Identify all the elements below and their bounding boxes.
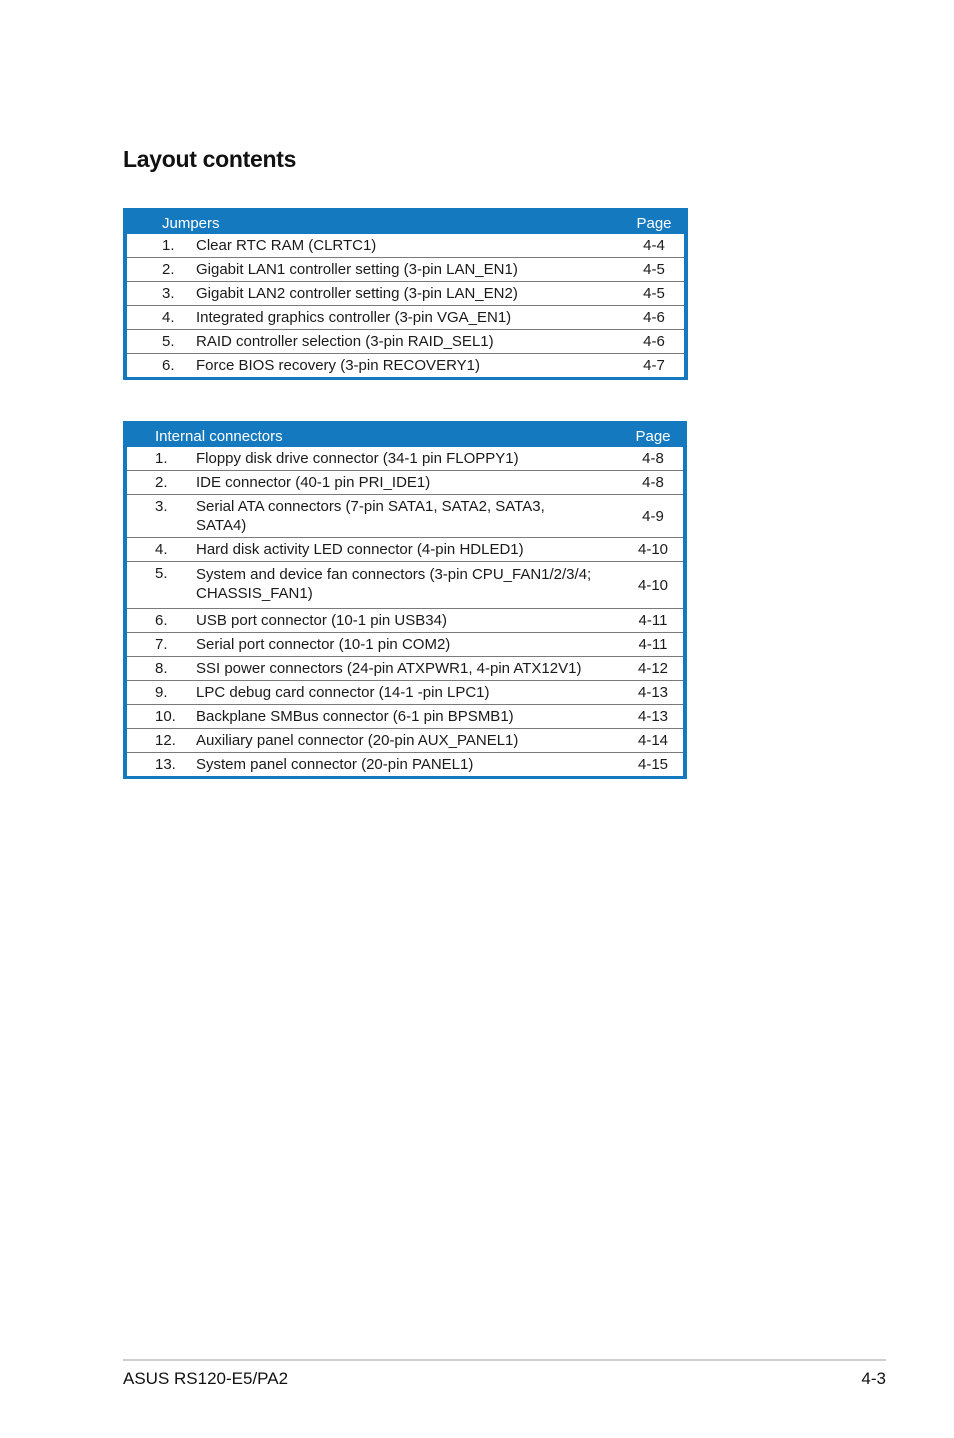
page-title: Layout contents bbox=[123, 146, 297, 172]
jumpers-table-body bbox=[127, 234, 684, 377]
row-item: RAID controller selection (3-pin RAID_SEL1) bbox=[196, 333, 494, 350]
row-page: 4-5 bbox=[643, 285, 665, 302]
row-number: 6. bbox=[162, 357, 175, 374]
row-page: 4-10 bbox=[637, 576, 669, 594]
table-row bbox=[127, 447, 683, 471]
row-item: IDE connector (40-1 pin PRI_IDE1) bbox=[196, 474, 431, 491]
row-page: 4-13 bbox=[637, 708, 669, 725]
row-number: 4. bbox=[155, 541, 168, 558]
jumpers-table-header bbox=[127, 208, 684, 234]
table-row bbox=[127, 306, 684, 330]
row-page: 4-8 bbox=[642, 474, 664, 491]
row-number: 1. bbox=[162, 237, 175, 254]
row-item: Gigabit LAN1 controller setting (3-pin LAN_EN1) bbox=[196, 261, 518, 278]
row-item bbox=[196, 562, 623, 603]
row-number: 10. bbox=[155, 708, 176, 725]
row-item: Auxiliary panel connector (20-pin AUX_PANEL1) bbox=[196, 732, 519, 749]
row-page: 4-15 bbox=[637, 756, 669, 773]
table-row bbox=[127, 258, 684, 282]
table-row bbox=[127, 753, 683, 776]
row-item-line: SATA4) bbox=[196, 517, 247, 534]
row-item: Clear RTC RAM (CLRTC1) bbox=[196, 237, 377, 254]
row-item: USB port connector (10-1 pin USB34) bbox=[196, 612, 447, 629]
row-number: 8. bbox=[155, 660, 168, 677]
row-page: 4-4 bbox=[643, 237, 665, 254]
row-page: 4-13 bbox=[637, 684, 669, 701]
table-row bbox=[127, 657, 683, 681]
connectors-table-header bbox=[127, 421, 683, 447]
row-number: 4. bbox=[162, 309, 175, 326]
row-item: LPC debug card connector (14-1 -pin LPC1) bbox=[196, 684, 490, 701]
row-item: Floppy disk drive connector (34-1 pin FLOPPY1) bbox=[196, 450, 519, 467]
row-page: 4-9 bbox=[642, 507, 664, 525]
table-row bbox=[127, 633, 683, 657]
footer-divider bbox=[123, 1359, 886, 1361]
row-page: 4-6 bbox=[643, 333, 665, 350]
table-row bbox=[127, 538, 683, 562]
row-number: 13. bbox=[155, 756, 176, 773]
table-row bbox=[127, 495, 683, 538]
table-row bbox=[127, 234, 684, 258]
row-item-line: CHASSIS_FAN1) bbox=[196, 585, 313, 602]
row-number: 6. bbox=[155, 612, 168, 629]
row-number: 2. bbox=[162, 261, 175, 278]
row-item-line: System and device fan connectors (3-pin CPU_FAN1/2/3/4; bbox=[196, 566, 592, 583]
row-item: Serial port connector (10-1 pin COM2) bbox=[196, 636, 451, 653]
row-page: 4-10 bbox=[637, 541, 669, 558]
row-page: 4-14 bbox=[637, 732, 669, 749]
row-item: Integrated graphics controller (3-pin VGA_EN1) bbox=[196, 309, 512, 326]
row-item-line: Serial ATA connectors (7-pin SATA1, SATA2, SATA3, bbox=[196, 498, 545, 515]
row-page: 4-11 bbox=[638, 636, 668, 653]
table-row bbox=[127, 471, 683, 495]
row-page: 4-6 bbox=[643, 309, 665, 326]
table-row bbox=[127, 354, 684, 377]
row-page: 4-11 bbox=[638, 612, 668, 629]
row-number: 9. bbox=[155, 684, 168, 701]
row-item: Gigabit LAN2 controller setting (3-pin LAN_EN2) bbox=[196, 285, 518, 302]
table-row bbox=[127, 681, 683, 705]
connectors-header-label: Internal connectors bbox=[155, 428, 283, 445]
table-row bbox=[127, 729, 683, 753]
row-number: 7. bbox=[155, 636, 168, 653]
table-row bbox=[127, 609, 683, 633]
row-number: 3. bbox=[155, 498, 168, 515]
connectors-table bbox=[123, 421, 687, 779]
row-number: 5. bbox=[162, 333, 175, 350]
jumpers-table bbox=[123, 208, 688, 380]
row-number: 5. bbox=[155, 565, 168, 582]
table-row bbox=[127, 282, 684, 306]
row-page: 4-5 bbox=[643, 261, 665, 278]
row-page: 4-12 bbox=[637, 660, 669, 677]
row-number: 2. bbox=[155, 474, 168, 491]
row-page: 4-7 bbox=[643, 357, 665, 374]
row-item: Backplane SMBus connector (6-1 pin BPSMB1) bbox=[196, 708, 514, 725]
jumpers-header-page: Page bbox=[636, 215, 672, 232]
row-item: System panel connector (20-pin PANEL1) bbox=[196, 756, 474, 773]
table-row bbox=[127, 705, 683, 729]
row-number: 12. bbox=[155, 732, 176, 749]
table-row bbox=[127, 330, 684, 354]
row-number: 3. bbox=[162, 285, 175, 302]
table-row bbox=[127, 562, 683, 609]
jumpers-header-label: Jumpers bbox=[162, 215, 220, 232]
connectors-header-page: Page bbox=[635, 428, 671, 445]
row-page: 4-8 bbox=[642, 450, 664, 467]
row-item: Force BIOS recovery (3-pin RECOVERY1) bbox=[196, 357, 480, 374]
connectors-table-body bbox=[127, 447, 683, 776]
row-item: SSI power connectors (24-pin ATXPWR1, 4-pin ATX12V1) bbox=[196, 660, 582, 677]
row-item: Hard disk activity LED connector (4-pin HDLED1) bbox=[196, 541, 524, 558]
row-number: 1. bbox=[155, 450, 168, 467]
row-item bbox=[196, 497, 623, 535]
footer-page-number: 4-3 bbox=[861, 1369, 886, 1388]
footer-product-name: ASUS RS120-E5/PA2 bbox=[123, 1369, 289, 1388]
